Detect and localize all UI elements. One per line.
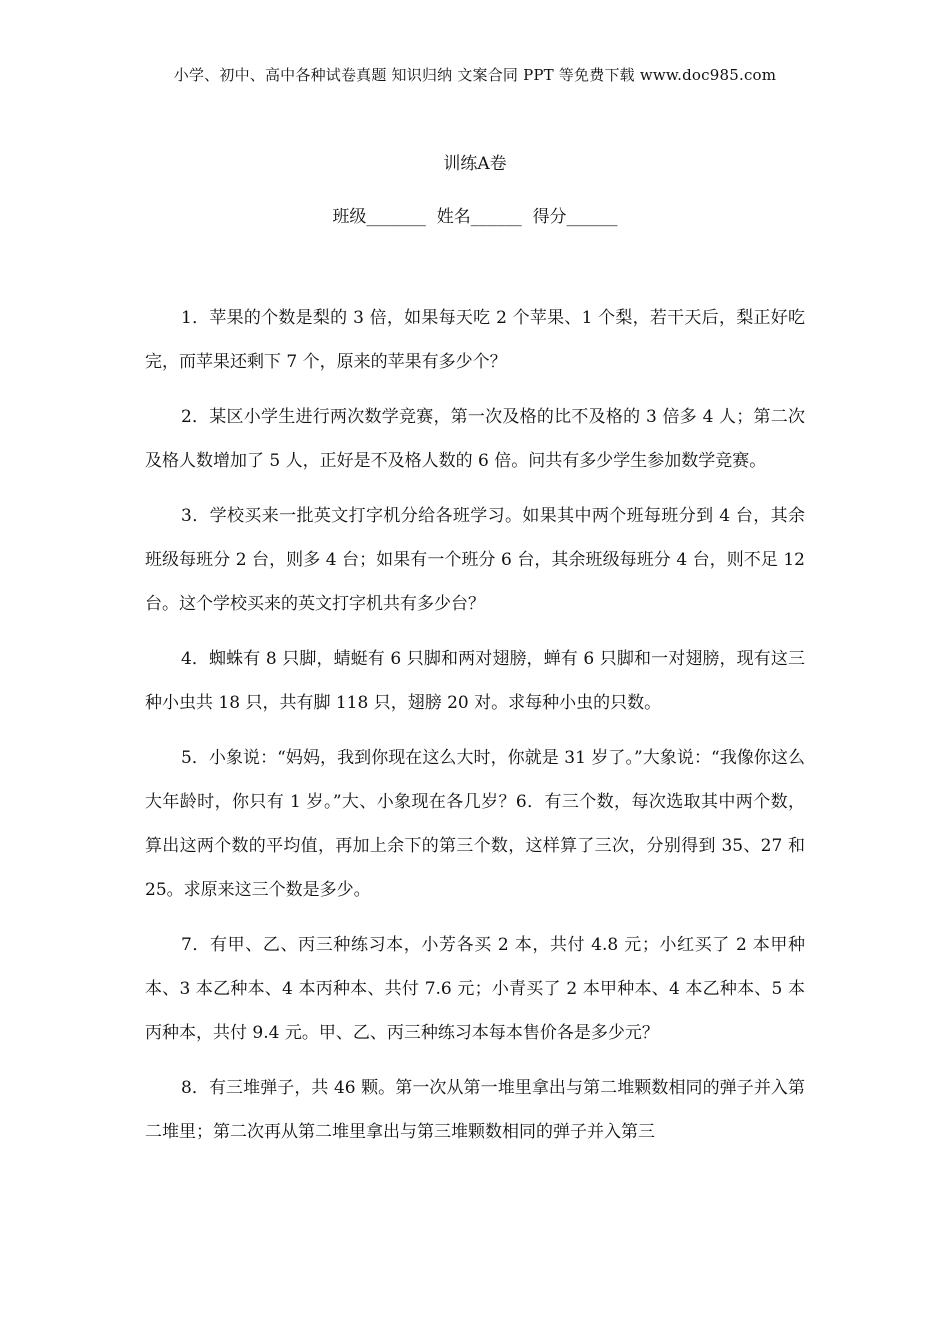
- name-field-label: 姓名______: [436, 207, 522, 227]
- class-field-label: 班级_______: [332, 207, 426, 227]
- page-title: 训练A卷: [443, 154, 507, 174]
- problem-list: [145, 296, 805, 1165]
- page-header: 小学、初中、高中各种试卷真题 知识归纳 文案合同 PPT 等免费下载 www.doc985.com: [173, 66, 777, 84]
- problem-4: 4．蜘蛛有 8 只脚，蜻蜓有 6 只脚和两对翅膀，蝉有 6 只脚和一对翅膀，现有这三种小虫共 18 只，共有脚 118 只，翅膀 20 对。求每种小虫的只数。: [145, 649, 805, 713]
- student-info-line: [0, 202, 950, 227]
- problem-7: 7．有甲、乙、丙三种练习本，小芳各买 2 本，共付 4.8 元；小红买了 2 本甲种本、3 本乙种本、4 本丙种本、共付 7.6 元；小青买了 2 本甲种本、4 本乙种本、5 本丙种本，共付 9.4 元。甲、乙、丙三种练习本每本售价各是多少元？: [145, 935, 805, 1043]
- problem-3: 3．学校买来一批英文打字机分给各班学习。如果其中两个班每班分到 4 台，其余班级每班分 2 台，则多 4 台；如果有一个班分 6 台，其余班级每班分 4 台，则不足 12 台。这个学校买来的英文打字机共有多少台？: [145, 506, 805, 614]
- problem-8: 8．有三堆弹子，共 46 颗。第一次从第一堆里拿出与第二堆颗数相同的弹子并入第二堆里；第二次再从第二堆里拿出与第三堆颗数相同的弹子并入第三: [145, 1078, 805, 1142]
- problem-1: 1．苹果的个数是梨的 3 倍，如果每天吃 2 个苹果、1 个梨，若干天后，梨正好吃完，而苹果还剩下 7 个，原来的苹果有多少个？: [145, 308, 805, 372]
- problem-5-6: 5．小象说：“妈妈，我到你现在这么大时，你就是 31 岁了。”大象说：“我像你这么大年龄时，你只有 1 岁。”大、小象现在各几岁？6．有三个数，每次选取其中两个数，算出这两个数的平均值，再加上余下的第三个数，这样算了三次，分别得到 35、27 和 25。求原来这三个数是多少。: [145, 748, 805, 900]
- problem-2: 2．某区小学生进行两次数学竞赛，第一次及格的比不及格的 3 倍多 4 人；第二次及格人数增加了 5 人，正好是不及格人数的 6 倍。问共有多少学生参加数学竞赛。: [145, 407, 805, 471]
- score-field-label: 得分______: [532, 207, 618, 227]
